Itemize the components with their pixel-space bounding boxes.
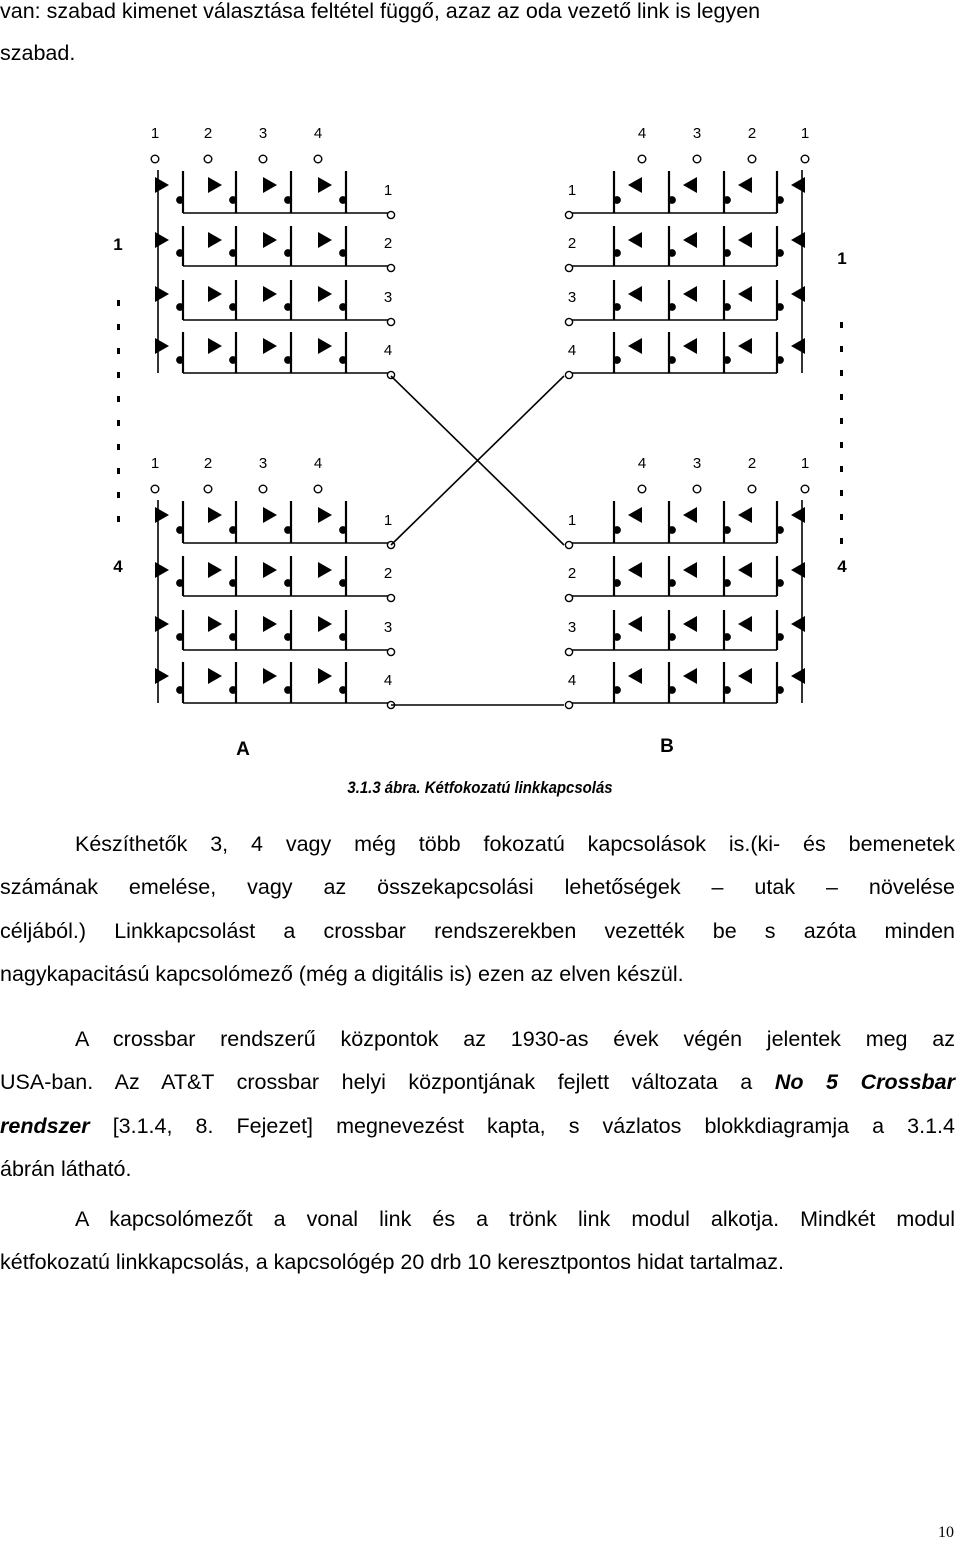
a-top-crosspoint-dot-r3-c2 [230,304,236,310]
a-bottom-crosspoint-dot-r3-c3 [285,634,291,640]
b-top-output-label-1: 1 [567,182,577,199]
paragraph-2-line-4: ábrán látható. [0,1157,132,1181]
a-bottom-crosspoint-arrow-r1-c4 [318,507,332,523]
a-bottom-crosspoint-dot-r2-c4 [340,580,346,586]
a-top-input-terminal-3 [259,155,267,163]
a-ellipsis-dot [117,300,120,306]
b-top-input-label-4: 4 [637,125,647,142]
a-top-crosspoint-dot-r1-c2 [230,197,236,203]
b-bottom-crosspoint-dot-r2-c2 [724,580,730,586]
paragraph-1-line-1: Készíthetők 3, 4 vagy még több fokozatú kapcsolások is.(ki- és bemenetek [75,832,955,856]
a-top-crosspoint-dot-r3-c4 [340,304,346,310]
b-top-crosspoint-dot-r4-c1 [777,357,783,363]
paragraph-3-line-2: kétfokozatú linkkapcsolás, a kapcsológép 20 drb 10 keresztpontos hidat tartalmaz. [0,1250,785,1274]
b-top-crosspoint-arrow-r3-c2 [738,286,752,302]
a-ellipsis-dot [117,468,120,474]
b-top-output-terminal-2 [565,264,572,271]
a-top-input-label-3: 3 [258,125,268,142]
a-bottom-output-terminal-3 [387,648,394,655]
a-ellipsis-dot [117,372,120,378]
a-top-input-terminal-1 [151,155,159,163]
b-bottom-crosspoint-dot-r3-c2 [724,634,730,640]
b-bottom-crosspoint-arrow-r4-c3 [683,668,697,684]
paragraph-1-line-2: számának emelése, vagy az összekapcsolási lehetőségek – utak – növelése [0,875,955,899]
a-bottom-crosspoint-arrow-r2-c4 [318,562,332,578]
a-bottom-input-terminal-3 [259,485,267,493]
a-top-crosspoint-arrow-r2-c3 [263,232,277,248]
b-bottom-crosspoint-dot-r1-c2 [724,527,730,533]
b-top-input-label-2: 2 [747,125,757,142]
b-bottom-input-label-4: 4 [637,455,647,472]
a-top-output-terminal-1 [387,211,394,218]
b-ellipsis-dot [840,442,843,448]
a-bottom-crosspoint-dot-r4-c1 [177,687,183,693]
a-top-crosspoint-dot-r4-c2 [230,357,236,363]
b-ellipsis-dot [840,514,843,520]
b-bottom-output-terminal-2 [565,594,572,601]
b-bottom-crosspoint-arrow-r4-c2 [738,668,752,684]
a-ellipsis-dot [117,516,120,522]
b-ellipsis-dot [840,394,843,400]
b-bottom-output-terminal-1 [565,541,572,548]
a-top-crosspoint-dot-r4-c3 [285,357,291,363]
a-ellipsis-dot [117,420,120,426]
a-bottom-crosspoint-dot-r4-c4 [340,687,346,693]
a-bottom-crosspoint-arrow-r4-c2 [208,668,222,684]
b-bottom-crosspoint-arrow-r1-c4 [628,507,642,523]
a-bottom-crosspoint-arrow-r4-c4 [318,668,332,684]
a-top-crosspoint-arrow-r1-c3 [263,177,277,193]
a-ellipsis-dot [117,348,120,354]
b-top-crosspoint-arrow-r1-c3 [683,177,697,193]
a-top-crosspoint-dot-r3-c3 [285,304,291,310]
paragraph-2-line-3 [0,1112,955,1140]
b-bottom-crosspoint-arrow-r1-c3 [683,507,697,523]
b-bottom-crosspoint-dot-r1-c4 [614,527,620,533]
b-top-crosspoint-dot-r1-c3 [669,197,675,203]
b-bottom-output-label-1: 1 [567,512,577,529]
a-bottom-crosspoint-arrow-r2-c3 [263,562,277,578]
two-stage-link-switching-diagram [0,100,960,760]
b-top-crosspoint-dot-r2-c4 [614,250,620,256]
b-side-label-bottom: 4 [837,557,847,576]
a-bottom-crosspoint-dot-r3-c2 [230,634,236,640]
intro-line-2: szabad. [0,41,76,65]
page-number: 10 [938,1524,954,1541]
b-ellipsis-dot [840,466,843,472]
a-bottom-crosspoint-dot-r2-c1 [177,580,183,586]
b-bottom-crosspoint-dot-r1-c3 [669,527,675,533]
b-top-crosspoint-dot-r3-c4 [614,304,620,310]
b-bottom-crosspoint-arrow-r3-c2 [738,616,752,632]
b-top-crosspoint-arrow-r2-c3 [683,232,697,248]
b-ellipsis-dot [840,346,843,352]
a-bottom-crosspoint-arrow-r3-c4 [318,616,332,632]
b-top-output-terminal-1 [565,211,572,218]
a-top-crosspoint-arrow-r3-c2 [208,286,222,302]
paragraph-3-line-1: A kapcsolómezőt a vonal link és a trönk link modul alkotja. Mindkét modul [75,1207,955,1231]
b-top-input-terminal-3 [693,155,701,163]
rendszer-emphasis: rendszer [0,1114,90,1138]
a-bottom-input-label-1: 1 [150,455,160,472]
b-bottom-input-label-3: 3 [692,455,702,472]
a-top-crosspoint-dot-r2-c3 [285,250,291,256]
a-bottom-output-label-1: 1 [383,512,393,529]
b-top-crosspoint-dot-r4-c2 [724,357,730,363]
b-top-input-terminal-2 [748,155,756,163]
a-bottom-output-terminal-2 [387,594,394,601]
a-bottom-input-label-3: 3 [258,455,268,472]
b-bottom-input-terminal-2 [748,485,756,493]
b-bottom-input-terminal-3 [693,485,701,493]
a-bottom-crosspoint-dot-r2-c2 [230,580,236,586]
a-top-crosspoint-dot-r3-c1 [177,304,183,310]
a-top-crosspoint-dot-r4-c1 [177,357,183,363]
b-top-crosspoint-arrow-r4-c1 [791,338,805,354]
a-top-crosspoint-arrow-r4-c4 [318,338,332,354]
a-top-crosspoint-dot-r4-c4 [340,357,346,363]
b-top-crosspoint-dot-r4-c4 [614,357,620,363]
b-top-input-label-3: 3 [692,125,702,142]
a-top-input-label-1: 1 [150,125,160,142]
b-bottom-crosspoint-arrow-r3-c3 [683,616,697,632]
no5-crossbar-emphasis: No 5 Crossbar [774,1070,955,1094]
b-bottom-input-terminal-4 [638,485,646,493]
b-bottom-output-label-2: 2 [567,565,577,582]
paragraph-1-line-4: nagykapacitású kapcsolómező (még a digitális is) ezen az elven készül. [0,962,684,986]
b-ellipsis-dot [840,538,843,544]
b-bottom-crosspoint-arrow-r3-c1 [791,616,805,632]
a-bottom-crosspoint-dot-r1-c2 [230,527,236,533]
b-bottom-crosspoint-arrow-r4-c1 [791,668,805,684]
a-bottom-input-label-4: 4 [313,455,323,472]
b-top-crosspoint-dot-r1-c4 [614,197,620,203]
b-top-crosspoint-dot-r2-c3 [669,250,675,256]
a-bottom-crosspoint-arrow-r1-c3 [263,507,277,523]
b-top-crosspoint-dot-r2-c1 [777,250,783,256]
b-ellipsis-dot [840,490,843,496]
a-ellipsis-dot [117,324,120,330]
a-top-output-label-4: 4 [383,342,393,359]
b-bottom-input-terminal-1 [801,485,809,493]
a-top-crosspoint-dot-r2-c2 [230,250,236,256]
b-ellipsis-dot [840,322,843,328]
a-bottom-crosspoint-dot-r4-c2 [230,687,236,693]
paragraph-2-line-2 [0,1068,955,1096]
a-top-crosspoint-arrow-r3-c1 [155,286,169,302]
b-top-crosspoint-arrow-r1-c4 [628,177,642,193]
b-bottom-crosspoint-dot-r2-c1 [777,580,783,586]
b-side-label-top: 1 [837,249,847,268]
a-top-output-terminal-3 [387,318,394,325]
b-bottom-input-label-1: 1 [800,455,810,472]
b-top-output-terminal-3 [565,318,572,325]
a-top-crosspoint-arrow-r3-c3 [263,286,277,302]
a-ellipsis-dot [117,444,120,450]
b-top-input-terminal-1 [801,155,809,163]
b-bottom-crosspoint-arrow-r1-c1 [791,507,805,523]
block-a-label: A [236,739,250,760]
b-bottom-output-label-4: 4 [567,672,577,689]
a-bottom-crosspoint-arrow-r1-c1 [155,507,169,523]
b-bottom-crosspoint-arrow-r3-c4 [628,616,642,632]
a-top-crosspoint-arrow-r4-c3 [263,338,277,354]
a-top-output-label-3: 3 [383,289,393,306]
b-top-crosspoint-dot-r4-c3 [669,357,675,363]
block-b-label: B [660,736,674,757]
b-top-crosspoint-arrow-r4-c3 [683,338,697,354]
b-bottom-crosspoint-dot-r4-c2 [724,687,730,693]
b-bottom-crosspoint-arrow-r4-c4 [628,668,642,684]
a-bottom-crosspoint-dot-r1-c3 [285,527,291,533]
b-top-crosspoint-dot-r1-c2 [724,197,730,203]
b-bottom-output-label-3: 3 [567,619,577,636]
b-bottom-crosspoint-arrow-r2-c3 [683,562,697,578]
a-bottom-output-label-4: 4 [383,672,393,689]
paragraph-2-line-3-text: [3.1.4, 8. Fejezet] megnevezést kapta, s vázlatos blokkdiagramja a 3.1.4 [89,1114,955,1138]
a-top-crosspoint-dot-r1-c1 [177,197,183,203]
b-bottom-input-label-2: 2 [747,455,757,472]
b-bottom-crosspoint-dot-r2-c4 [614,580,620,586]
a-top-crosspoint-dot-r1-c4 [340,197,346,203]
a-bottom-input-terminal-1 [151,485,159,493]
b-top-crosspoint-dot-r3-c2 [724,304,730,310]
b-top-crosspoint-arrow-r1-c1 [791,177,805,193]
a-side-label-bottom: 4 [113,557,123,576]
a-top-crosspoint-dot-r2-c4 [340,250,346,256]
a-bottom-input-terminal-2 [204,485,212,493]
b-top-crosspoint-dot-r3-c1 [777,304,783,310]
a-top-output-label-2: 2 [383,235,393,252]
a-bottom-crosspoint-arrow-r2-c1 [155,562,169,578]
b-bottom-crosspoint-dot-r4-c1 [777,687,783,693]
a-top-crosspoint-arrow-r2-c2 [208,232,222,248]
b-top-crosspoint-arrow-r4-c2 [738,338,752,354]
paragraph-2-line-2-text: USA-ban. Az AT&T crossbar helyi központjának fejlett változata a [0,1070,775,1094]
b-bottom-output-terminal-4 [565,701,572,708]
b-bottom-crosspoint-dot-r4-c3 [669,687,675,693]
b-ellipsis-dot [840,418,843,424]
b-top-crosspoint-arrow-r4-c4 [628,338,642,354]
a-top-crosspoint-arrow-r3-c4 [318,286,332,302]
b-top-output-label-2: 2 [567,235,577,252]
a-bottom-crosspoint-arrow-r3-c1 [155,616,169,632]
b-top-crosspoint-arrow-r1-c2 [738,177,752,193]
b-bottom-crosspoint-arrow-r2-c4 [628,562,642,578]
b-top-crosspoint-dot-r3-c3 [669,304,675,310]
a-bottom-crosspoint-dot-r3-c4 [340,634,346,640]
b-top-crosspoint-dot-r2-c2 [724,250,730,256]
b-bottom-output-terminal-3 [565,648,572,655]
a-top-crosspoint-dot-r2-c1 [177,250,183,256]
intro-line-1: van: szabad kimenet választása feltétel függő, azaz az oda vezető link is legyen [0,0,761,23]
b-bottom-crosspoint-dot-r3-c4 [614,634,620,640]
a-ellipsis-dot [117,396,120,402]
b-top-output-label-3: 3 [567,289,577,306]
b-top-crosspoint-arrow-r2-c1 [791,232,805,248]
b-bottom-crosspoint-arrow-r1-c2 [738,507,752,523]
b-top-output-label-4: 4 [567,342,577,359]
a-top-input-terminal-4 [314,155,322,163]
a-ellipsis-dot [117,492,120,498]
b-ellipsis-dot [840,370,843,376]
a-top-output-label-1: 1 [383,182,393,199]
b-top-input-label-1: 1 [800,125,810,142]
a-top-crosspoint-arrow-r2-c4 [318,232,332,248]
a-top-crosspoint-arrow-r2-c1 [155,232,169,248]
a-side-label-top: 1 [113,235,123,254]
b-top-crosspoint-arrow-r2-c2 [738,232,752,248]
a-top-output-terminal-2 [387,264,394,271]
a-top-crosspoint-arrow-r1-c1 [155,177,169,193]
a-top-input-label-2: 2 [203,125,213,142]
b-top-crosspoint-dot-r1-c1 [777,197,783,203]
b-bottom-crosspoint-arrow-r2-c2 [738,562,752,578]
a-bottom-crosspoint-arrow-r3-c3 [263,616,277,632]
b-bottom-crosspoint-dot-r1-c1 [777,527,783,533]
b-top-crosspoint-arrow-r3-c4 [628,286,642,302]
paragraph-2-line-1: A crossbar rendszerű központok az 1930-as évek végén jelentek meg az [75,1027,955,1051]
a-top-crosspoint-arrow-r4-c1 [155,338,169,354]
b-bottom-crosspoint-arrow-r2-c1 [791,562,805,578]
b-bottom-crosspoint-dot-r2-c3 [669,580,675,586]
a-top-crosspoint-arrow-r1-c2 [208,177,222,193]
a-bottom-input-terminal-4 [314,485,322,493]
a-top-crosspoint-arrow-r1-c4 [318,177,332,193]
a-bottom-crosspoint-arrow-r3-c2 [208,616,222,632]
a-bottom-output-label-3: 3 [383,619,393,636]
figure-caption: 3.1.3 ábra. Kétfokozatú linkkapcsolás [347,778,613,797]
paragraph-1-line-3: céljából.) Linkkapcsolást a crossbar rendszerekben vezették be s azóta minden [0,919,955,943]
b-top-crosspoint-arrow-r3-c3 [683,286,697,302]
b-top-input-terminal-4 [638,155,646,163]
a-bottom-crosspoint-arrow-r1-c2 [208,507,222,523]
a-bottom-input-label-2: 2 [203,455,213,472]
b-top-crosspoint-arrow-r2-c4 [628,232,642,248]
b-top-crosspoint-arrow-r3-c1 [791,286,805,302]
a-bottom-crosspoint-dot-r4-c3 [285,687,291,693]
a-bottom-crosspoint-dot-r1-c4 [340,527,346,533]
a-top-input-terminal-2 [204,155,212,163]
b-bottom-crosspoint-dot-r3-c1 [777,634,783,640]
a-top-crosspoint-arrow-r4-c2 [208,338,222,354]
b-top-output-terminal-4 [565,371,572,378]
a-bottom-crosspoint-dot-r2-c3 [285,580,291,586]
b-bottom-crosspoint-dot-r4-c4 [614,687,620,693]
a-bottom-crosspoint-arrow-r2-c2 [208,562,222,578]
a-bottom-crosspoint-arrow-r4-c1 [155,668,169,684]
a-bottom-crosspoint-arrow-r4-c3 [263,668,277,684]
b-bottom-crosspoint-dot-r3-c3 [669,634,675,640]
a-bottom-output-label-2: 2 [383,565,393,582]
a-bottom-crosspoint-dot-r3-c1 [177,634,183,640]
a-top-input-label-4: 4 [313,125,323,142]
a-top-crosspoint-dot-r1-c3 [285,197,291,203]
a-bottom-crosspoint-dot-r1-c1 [177,527,183,533]
